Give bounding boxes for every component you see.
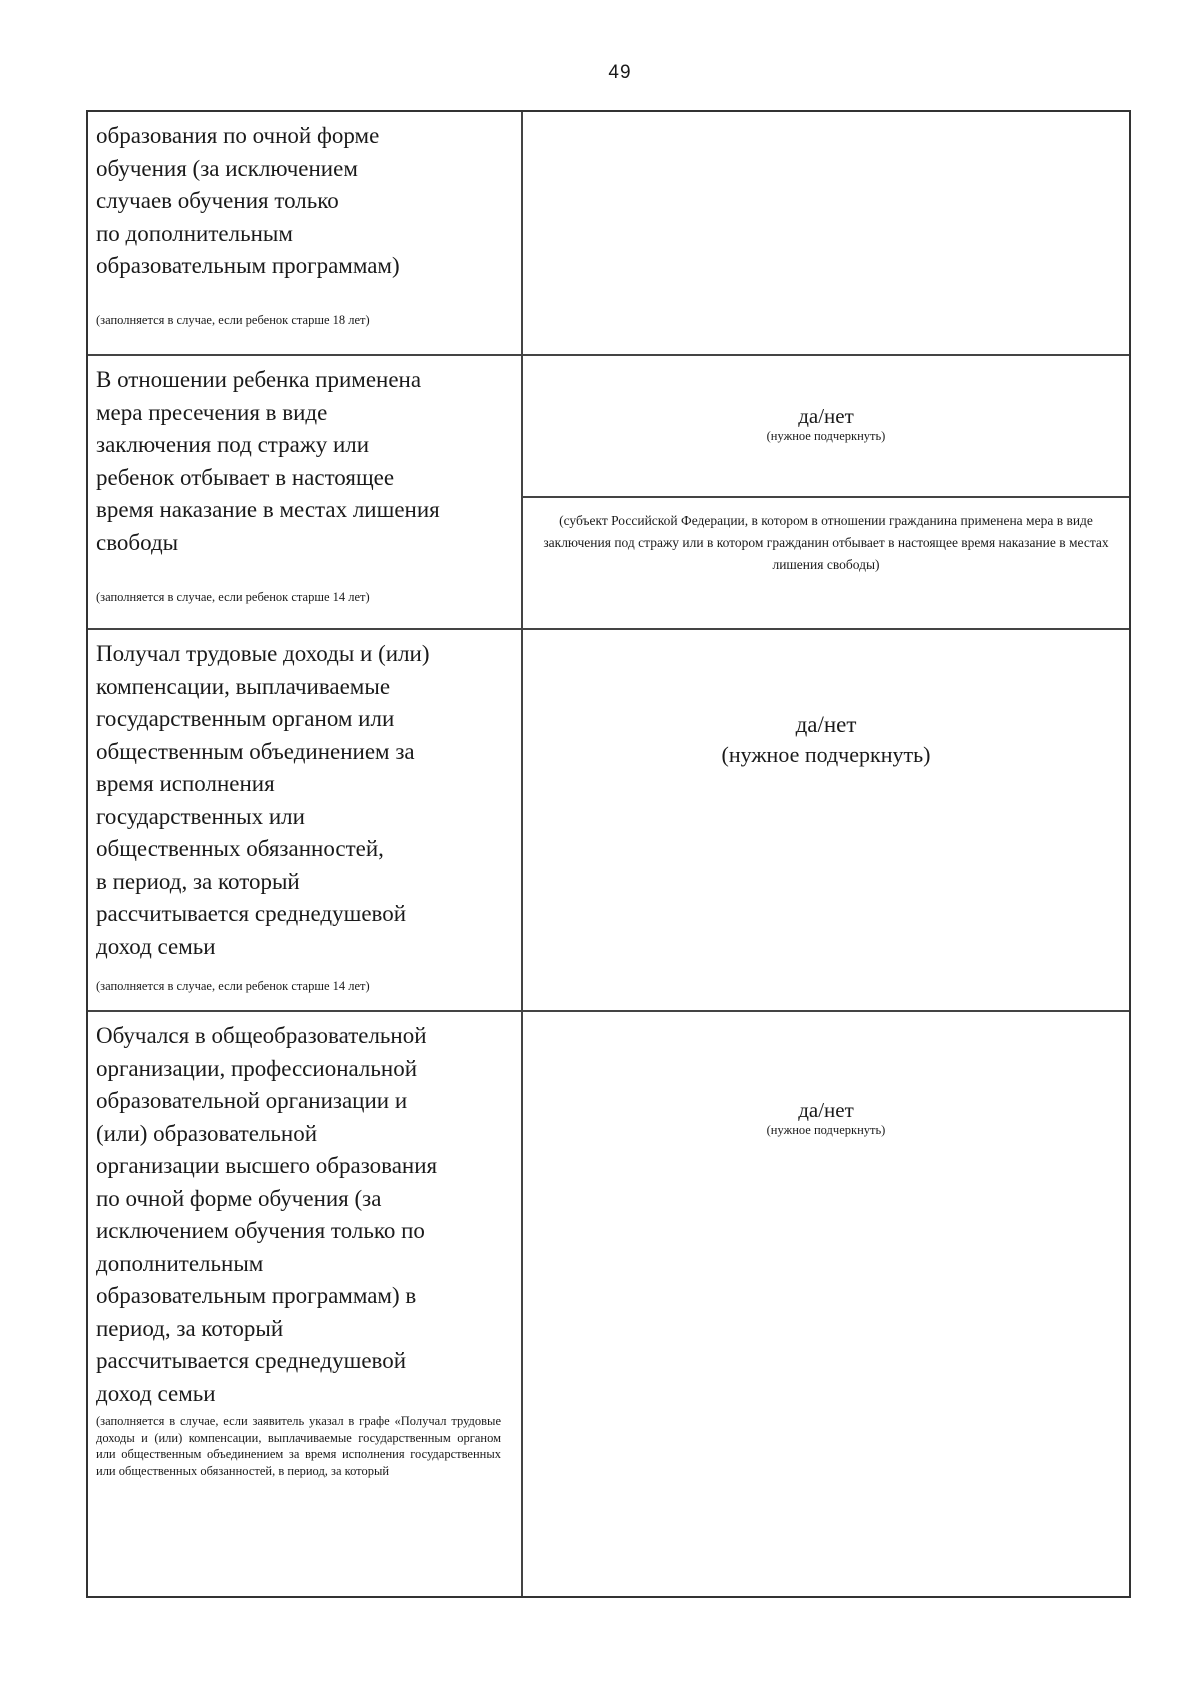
answer-cell [523,356,1129,628]
question-text: образования по очной форме обучения (за исключением случаев обучения только по дополнительным образовательным программам) [96,123,400,278]
subject-hint: (субъект Российской Федерации, в котором в отношении гражданина применена мера в виде заключения под стражу или в котором гражданин отбывает в настоящее время наказание в местах лишения свободы) [543,513,1109,572]
yes-no-answer[interactable]: да/нет [795,712,857,737]
yes-no-answer[interactable]: да/нет [798,1098,854,1122]
question-text: Обучался в общеобразовательной организации, профессиональной образовательной организации и (или) образовательной организации высшего образования по очной форме обучения (за исключением обучения только по дополнительным образовательным программам) в период, за который рассчитывается среднедушевой доход семьи [96,1023,438,1406]
question-cell [88,1012,523,1596]
fill-note: (заполняется в случае, если ребенок старше 14 лет) [96,590,370,604]
question-text: В отношении ребенка применена мера пресечения в виде заключения под стражу или ребенок отбывает в настоящее время наказание в местах лишения свободы [96,367,440,555]
answer-hint: (нужное подчеркнуть) [721,742,931,767]
answer-hint: (нужное подчеркнуть) [766,429,886,443]
answer-cell[interactable] [523,112,1129,354]
question-cell [88,356,523,628]
page-number: 49 [608,62,632,83]
fill-note: (заполняется в случае, если ребенок старше 14 лет) [96,979,370,993]
question-cell [88,630,523,1010]
table-row [88,112,1129,356]
form-table [86,110,1131,1598]
fill-note: (заполняется в случае, если ребенок старше 18 лет) [96,313,370,327]
question-cell [88,112,523,354]
answer-cell [523,630,1129,1010]
answer-cell [523,1012,1129,1596]
fill-note: (заполняется в случае, если заявитель указал в графе «Получал трудовые доходы и (или) компенсации, выплачиваемые государственным органом или общественным объединением за время исполнения государственных или общественных обязанностей, в период, за который [96,1414,501,1478]
yes-no-answer[interactable]: да/нет [798,404,854,428]
table-row [88,356,1129,630]
question-text: Получал трудовые доходы и (или) компенсации, выплачиваемые государственным органом или общественным объединением за время исполнения государственных или общественных обязанностей, в период, за который рассчитывается среднедушевой доход семьи [96,641,430,959]
table-row [88,1012,1129,1596]
cell-divider [523,496,1129,498]
answer-hint: (нужное подчеркнуть) [766,1123,886,1137]
table-row [88,630,1129,1012]
